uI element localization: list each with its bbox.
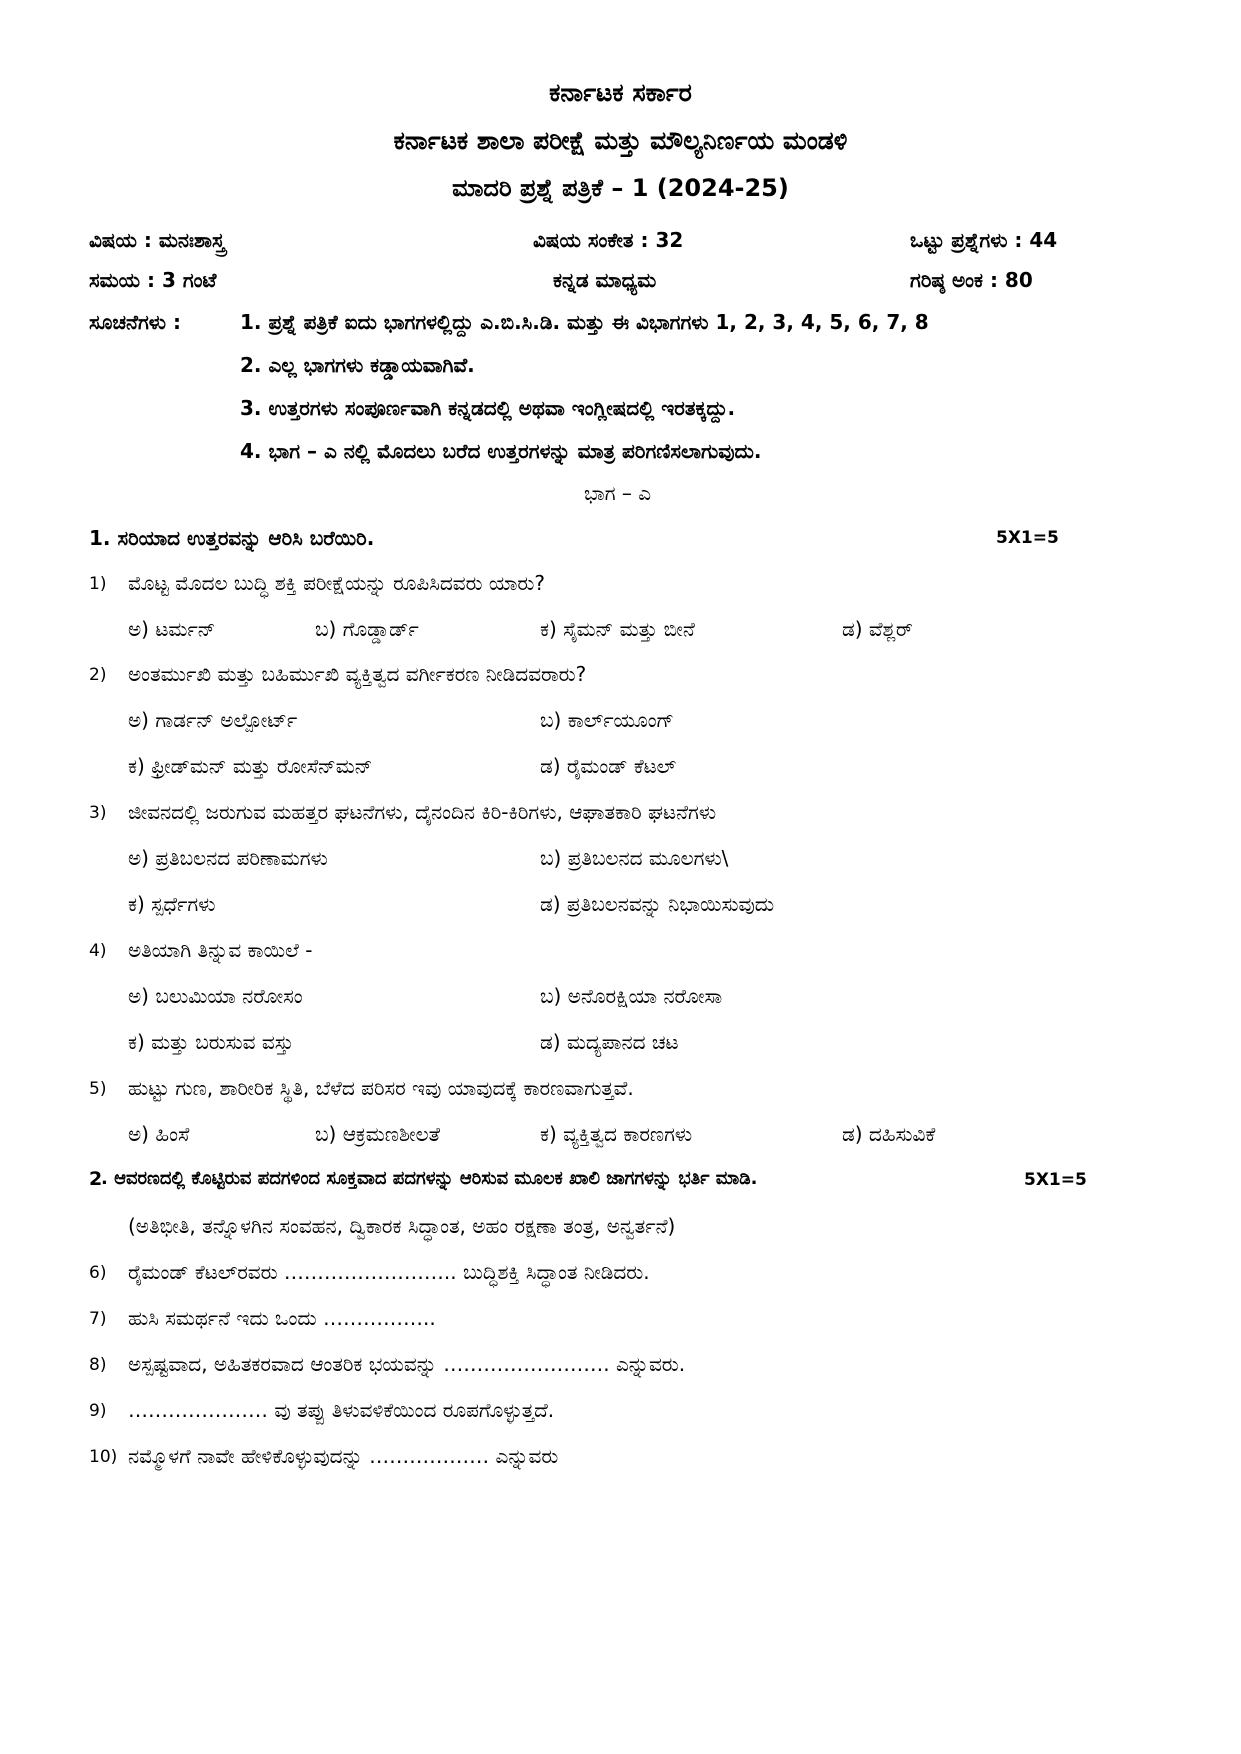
option: ಡ) ವೆಶ್ಲರ್ bbox=[842, 617, 913, 641]
question-number: 4) bbox=[89, 941, 107, 961]
part-title: ಭಾಗ – ಎ bbox=[584, 481, 652, 505]
question-text: ಜೀವನದಲ್ಲಿ ಜರುಗುವ ಮಹತ್ತರ ಘಟನೆಗಳು, ದೈನಂದಿನ ಕಿರಿ-ಕಿರಿಗಳು, ಆಘಾತಕಾರಿ ಘಟನೆಗಳು bbox=[128, 800, 717, 824]
option: ಡ) ಮದ್ಯಪಾನದ ಚಟ bbox=[540, 1030, 679, 1054]
question-number: 10) bbox=[89, 1447, 118, 1467]
question-number: 7) bbox=[89, 1309, 107, 1329]
instruction-item: 4. ಭಾಗ – ಎ ನಲ್ಲಿ ಮೊದಲು ಬರೆದ ಉತ್ತರಗಳನ್ನು ಮಾತ್ರ ಪರಿಗಣಿಸಲಾಗುವುದು. bbox=[240, 439, 762, 463]
option: ಕ) ಸೈಮನ್ ಮತ್ತು ಬೀನೆ bbox=[540, 617, 695, 641]
question-number: 9) bbox=[89, 1401, 107, 1421]
option: ಡ) ಪ್ರತಿಬಲನವನ್ನು ನಿಭಾಯಿಸುವುದು bbox=[540, 892, 775, 916]
option: ಅ) ಹಿಂಸೆ bbox=[128, 1122, 190, 1146]
medium-label: ಕನ್ನಡ ಮಾಧ್ಯಮ bbox=[553, 268, 657, 292]
question-text: ಹುಟ್ಟು ಗುಣ, ಶಾರೀರಿಕ ಸ್ಥಿತಿ, ಬೆಳೆದ ಪರಿಸರ ಇವು ಯಾವುದಕ್ಕೆ ಕಾರಣವಾಗುತ್ತವೆ. bbox=[128, 1076, 634, 1100]
section2-heading: . ಆವರಣದಲ್ಲಿ ಕೊಟ್ಟಿರುವ ಪದಗಳಿಂದ ಸೂಕ್ತವಾದ ಪದಗಳನ್ನು ಆರಿಸುವ ಮೂಲಕ ಖಾಲಿ ಜಾಗಗಳನ್ನು ಭರ್ತಿ ಮಾಡಿ. bbox=[101, 1168, 758, 1189]
question-number: 3) bbox=[89, 803, 107, 823]
question-text: ಅಂತರ್ಮುಖಿ ಮತ್ತು ಬಹಿರ್ಮುಖಿ ವ್ಯಕ್ತಿತ್ವದ ವರ್ಗೀಕರಣ ನೀಡಿದವರಾರು? bbox=[128, 662, 587, 686]
board-title: ಕರ್ನಾಟಕ ಶಾಲಾ ಪರೀಕ್ಷೆ ಮತ್ತು ಮೌಲ್ಯನಿರ್ಣಯ ಮಂಡಳಿ bbox=[393, 126, 848, 155]
option: ಕ) ಸ್ಪರ್ಧೆಗಳು bbox=[128, 892, 216, 916]
instruction-item: 3. ಉತ್ತರಗಳು ಸಂಪೂರ್ಣವಾಗಿ ಕನ್ನಡದಲ್ಲಿ ಅಥವಾ ಇಂಗ್ಲೀಷದಲ್ಲಿ ಇರತಕ್ಕದ್ದು. bbox=[240, 396, 736, 420]
section1-marks: 5X1=5 bbox=[996, 528, 1059, 548]
question-text: ರೈಮಂಡ್ ಕೆಟಲ್‌ರವರು …………………….. ಬುದ್ಧಿಶಕ್ತಿ ಸಿದ್ಧಾಂತ ನೀಡಿದರು. bbox=[128, 1260, 650, 1284]
instruction-item: 2. ಎಲ್ಲ ಭಾಗಗಳು ಕಡ್ಡಾಯವಾಗಿವೆ. bbox=[240, 353, 475, 377]
option: ಅ) ಗಾರ್ಡನ್ ಅಲ್ಪೋರ್ಟ್ bbox=[128, 708, 298, 732]
time-label: ಸಮಯ : 3 ಗಂಟೆ bbox=[89, 268, 217, 292]
question-number: 2) bbox=[89, 665, 107, 685]
question-number: 6) bbox=[89, 1263, 107, 1283]
option: ಕ) ಮತ್ತು ಬರುಸುವ ವಸ್ತು bbox=[128, 1030, 294, 1054]
option: ಬ) ಅನೊರಕ್ಷಿಯಾ ನರೋಸಾ bbox=[540, 984, 723, 1008]
section2-marks: 5X1=5 bbox=[1024, 1170, 1087, 1190]
option: ಕ) ಫ್ರೀಡ್‌ಮನ್ ಮತ್ತು ರೋಸೆನ್‌ಮನ್ bbox=[128, 754, 373, 778]
option: ಅ) ಟರ್ಮನ್ bbox=[128, 617, 216, 641]
section2-number: 2 bbox=[89, 1168, 103, 1190]
instruction-item: 1. ಪ್ರಶ್ನೆ ಪತ್ರಿಕೆ ಐದು ಭಾಗಗಳಲ್ಲಿದ್ದು ಎ.ಬಿ.ಸಿ.ಡಿ. ಮತ್ತು ಈ ವಿಭಾಗಗಳು 1, 2, 3, 4, 5, 6, 7, 8 bbox=[240, 310, 929, 334]
word-bank: (ಅತಿಭೀತಿ, ತನ್ನೊಳಗಿನ ಸಂವಹನ, ದ್ವಿಕಾರಕ ಸಿದ್ಧಾಂತ, ಅಹಂ ರಕ್ಷಣಾ ತಂತ್ರ, ಅನ್ವರ್ತನೆ) bbox=[128, 1214, 676, 1238]
question-number: 1) bbox=[89, 574, 107, 594]
question-text: ಮೊಟ್ಟ ಮೊದಲ ಬುದ್ಧಿ ಶಕ್ತಿ ಪರೀಕ್ಷೆಯನ್ನು ರೂಪಿಸಿದವರು ಯಾರು? bbox=[128, 571, 545, 595]
question-text: ಹುಸಿ ಸಮರ್ಥನೆ ಇದು ಒಂದು …………….. bbox=[128, 1306, 436, 1330]
question-text: ನಮ್ಮೊಳಗೆ ನಾವೇ ಹೇಳಿಕೊಳ್ಳುವುದನ್ನು ……………… ಎನ್ನುವರು bbox=[128, 1444, 559, 1468]
subject-code: ವಿಷಯ ಸಂಕೇತ : 32 bbox=[533, 228, 684, 252]
section1-heading: 1. ಸರಿಯಾದ ಉತ್ತರವನ್ನು ಆರಿಸಿ ಬರೆಯಿರಿ. bbox=[89, 526, 375, 550]
max-marks: ಗರಿಷ್ಠ ಅಂಕ : 80 bbox=[910, 268, 1033, 292]
paper-title: ಮಾದರಿ ಪ್ರಶ್ನೆ ಪತ್ರಿಕೆ – 1 (2024-25) bbox=[452, 174, 789, 202]
question-text: ………………… ವು ತಪ್ಪು ತಿಳುವಳಿಕೆಯಿಂದ ರೂಪಗೊಳ್ಳುತ್ತದೆ. bbox=[128, 1398, 555, 1422]
option: ಡ) ರೈಮಂಡ್ ಕೆಟಲ್ bbox=[540, 754, 677, 778]
option: ಬ) ಗೊಡ್ಡಾರ್ಡ್ bbox=[315, 617, 419, 641]
instructions-label: ಸೂಚನೆಗಳು : bbox=[89, 310, 181, 334]
total-questions: ಒಟ್ಟು ಪ್ರಶ್ನೆಗಳು : 44 bbox=[910, 228, 1058, 252]
option: ಡ) ದಹಿಸುವಿಕೆ bbox=[842, 1122, 936, 1146]
subject-label: ವಿಷಯ : ಮನಃಶಾಸ್ತ್ರ bbox=[89, 228, 225, 252]
option: ಬ) ಆಕ್ರಮಣಶೀಲತೆ bbox=[315, 1122, 441, 1146]
option: ಅ) ಪ್ರತಿಬಲನದ ಪರಿಣಾಮಗಳು bbox=[128, 846, 328, 870]
question-text: ಅತಿಯಾಗಿ ತಿನ್ನುವ ಕಾಯಿಲೆ - bbox=[128, 938, 313, 962]
option: ಕ) ವ್ಯಕ್ತಿತ್ವದ ಕಾರಣಗಳು bbox=[540, 1122, 693, 1146]
govt-title: ಕರ್ನಾಟಕ ಸರ್ಕಾರ bbox=[549, 78, 692, 107]
question-number: 8) bbox=[89, 1355, 107, 1375]
question-text: ಅಸ್ಪಷ್ಟವಾದ, ಅಹಿತಕರವಾದ ಆಂತರಿಕ ಭಯವನ್ನು ……………………. ಎನ್ನುವರು. bbox=[128, 1352, 686, 1376]
option: ಅ) ಬಲುಮಿಯಾ ನರೋಸಂ bbox=[128, 984, 303, 1008]
option: ಬ) ಪ್ರತಿಬಲನದ ಮೂಲಗಳು\ bbox=[540, 846, 729, 870]
question-number: 5) bbox=[89, 1079, 107, 1099]
option: ಬ) ಕಾರ್ಲ್‌ಯೂಂಗ್ bbox=[540, 708, 674, 732]
